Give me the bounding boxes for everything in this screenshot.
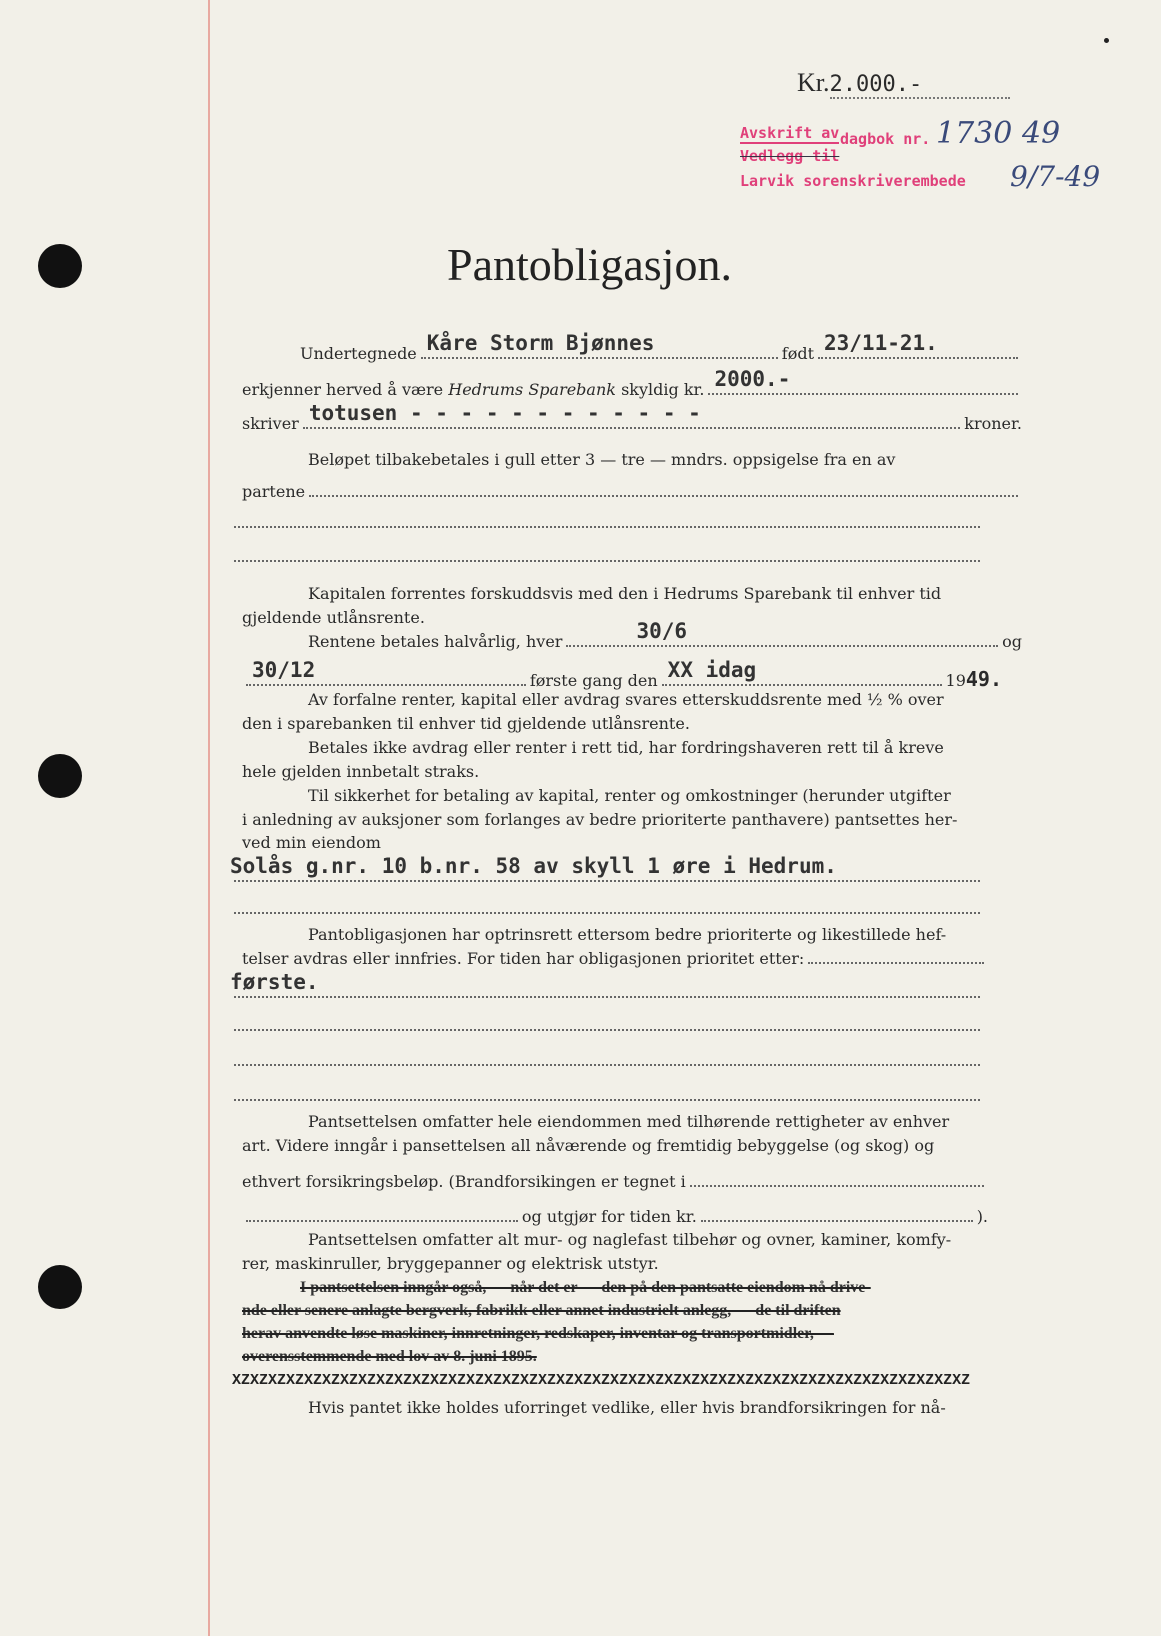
- struck-text: nde eller senere anlagte bergverk, fabrikk eller annet industrielt anlegg, — de til driften: [242, 1302, 841, 1319]
- text: Hvis pantet ikke holdes uforringet vedlike, eller hvis brandforsikringen for nå-: [308, 1398, 946, 1417]
- line-rentene: [242, 619, 1022, 651]
- rente-date-1: 30/6: [636, 619, 688, 643]
- birth-date: 23/11-21.: [824, 331, 938, 355]
- text: Pantsettelsen omfatter alt mur- og naglefast tilbehør og ovner, kaminer, komfy-: [308, 1230, 952, 1249]
- label: Undertegnede: [300, 344, 417, 363]
- label: første gang den: [529, 671, 658, 690]
- para: [242, 1112, 1088, 1131]
- dotted-line: [234, 1099, 980, 1101]
- text: art. Videre inngår i pansettelsen all nåværende og fremtidig bebyggelse (og skog) og: [242, 1136, 935, 1155]
- stamp-office: Larvik sorenskriverembede: [740, 172, 966, 190]
- text: Til sikkerhet for betaling av kapital, renter og omkostninger (herunder utgifter: [308, 786, 951, 805]
- year: 49.: [965, 667, 1002, 691]
- label: Rentene betales halvårlig, hver: [308, 632, 563, 651]
- document-title: Pantobligasjon.: [447, 239, 732, 290]
- line-skriver: [242, 401, 1022, 433]
- para: [242, 608, 1022, 627]
- priority-value: første.: [230, 970, 319, 994]
- kr-label: Kr.: [797, 68, 830, 97]
- dotted-line: [230, 854, 980, 882]
- label: kroner.: [964, 414, 1022, 433]
- dotted-line: [234, 1029, 980, 1031]
- para: [242, 810, 1022, 829]
- debtor-name: Kåre Storm Bjønnes: [426, 331, 655, 355]
- overstrike: XZXZXZXZXZXZXZXZXZXZXZXZXZXZXZXZXZXZXZXZXZXZXZXZXZXZXZXZXZXZXZXZXZXZXZXZXZXZXZXZXZ: [232, 1372, 971, 1389]
- text: ved min eiendom: [242, 833, 381, 852]
- text: rer, maskinruller, bryggepanner og elektrisk utstyr.: [242, 1254, 659, 1273]
- line-utgjor: [242, 1207, 988, 1226]
- label: 19: [945, 671, 966, 690]
- text: gjeldende utlånsrente.: [242, 608, 425, 627]
- first-payment: XX idag: [667, 658, 757, 682]
- label: erkjenner herved å være: [242, 380, 444, 399]
- para: [242, 738, 1088, 757]
- para: [242, 786, 1088, 805]
- kr-amount: 2.000.-: [830, 72, 1010, 99]
- handwritten-number: 1730: [936, 116, 1013, 151]
- line-erkjenner: [242, 367, 1022, 399]
- line-brandforsikring: [242, 1172, 988, 1191]
- text: Pantobligasjonen har optrinsrett ettersom bedre prioriterte og likestillede hef-: [308, 925, 947, 944]
- speck: [1104, 38, 1109, 43]
- dotted-line: [230, 970, 980, 998]
- margin-line: [208, 0, 210, 1636]
- struck-text: I pantsettelsen inngår også, — når det er — den på den pantsatte eiendom nå drive-: [300, 1279, 871, 1296]
- text: Av forfalne renter, kapital eller avdrag svares etterskuddsrente med ½ % over: [308, 690, 944, 709]
- para: [242, 450, 1088, 469]
- handwritten-date: 9/7-49: [1010, 160, 1101, 193]
- label: og: [1002, 632, 1022, 651]
- para: [242, 833, 1022, 852]
- amount-number: 2000.-: [714, 367, 791, 391]
- punch-hole: [38, 244, 82, 288]
- para: [242, 690, 1088, 709]
- line-forste-gang: [242, 658, 1002, 691]
- struck-text: herav anvendte løse maskiner, innretninger, redskaper, inventar og transportmidler, —: [242, 1325, 834, 1342]
- amount-header: [797, 68, 1010, 99]
- text: i anledning av auksjoner som forlanges av bedre prioriterte panthavere) pantsettes her-: [242, 810, 958, 829]
- line-prioritet: [242, 949, 988, 968]
- rente-date-2: 30/12: [252, 658, 316, 682]
- bank-name: Hedrums Sparebank: [448, 380, 616, 399]
- text: Pantsettelsen omfatter hele eiendommen med tilhørende rettigheter av enhver: [308, 1112, 950, 1131]
- label: og utgjør for tiden kr.: [521, 1207, 697, 1226]
- stamp-avskrift: Avskrift av: [740, 124, 840, 142]
- text: Kapitalen forrentes forskuddsvis med den i Hedrums Sparebank til enhver tid: [308, 584, 942, 603]
- text: telser avdras eller innfries. For tiden har obligasjonen prioritet etter:: [242, 949, 805, 968]
- dotted-line: [234, 912, 980, 914]
- punch-hole: [38, 1265, 82, 1309]
- label: skyldig kr.: [621, 380, 705, 399]
- label: partene: [242, 482, 306, 501]
- stamp-dagbok: dagbok nr.: [840, 130, 931, 148]
- text: ethvert forsikringsbeløp. (Brandforsikingen er tegnet i: [242, 1172, 686, 1191]
- amount-words: totusen - - - - - - - - - - - -: [308, 401, 701, 425]
- line-undertegnede: [242, 331, 1022, 363]
- para: [242, 1136, 1022, 1155]
- para: [242, 1398, 1088, 1417]
- para: [242, 1230, 1088, 1249]
- dotted-line: [234, 560, 980, 562]
- para: [242, 714, 1022, 733]
- punch-hole: [38, 754, 82, 798]
- para: [242, 1254, 1022, 1273]
- label: ).: [976, 1207, 989, 1226]
- dotted-line: [234, 526, 980, 528]
- para: [242, 925, 1088, 944]
- dotted-line: [234, 1064, 980, 1066]
- text: den i sparebanken til enhver tid gjeldende utlånsrente.: [242, 714, 690, 733]
- label: skriver: [242, 414, 299, 433]
- line-partene: [242, 482, 1022, 501]
- label: født: [781, 344, 814, 363]
- para: [242, 584, 1088, 603]
- text: Beløpet tilbakebetales i gull etter 3 — tre — mndrs. oppsigelse fra en av: [308, 450, 896, 469]
- text: Betales ikke avdrag eller renter i rett tid, har fordringshaveren rett til å kreve: [308, 738, 944, 757]
- stamp-vedlegg: Vedlegg til: [740, 147, 840, 165]
- handwritten-year: 49: [1022, 116, 1061, 151]
- property-description: Solås g.nr. 10 b.nr. 58 av skyll 1 øre i Hedrum.: [230, 854, 837, 878]
- struck-text: overensstemmende med lov av 8. juni 1895.: [242, 1348, 537, 1365]
- para: [242, 762, 1022, 781]
- text: hele gjelden innbetalt straks.: [242, 762, 480, 781]
